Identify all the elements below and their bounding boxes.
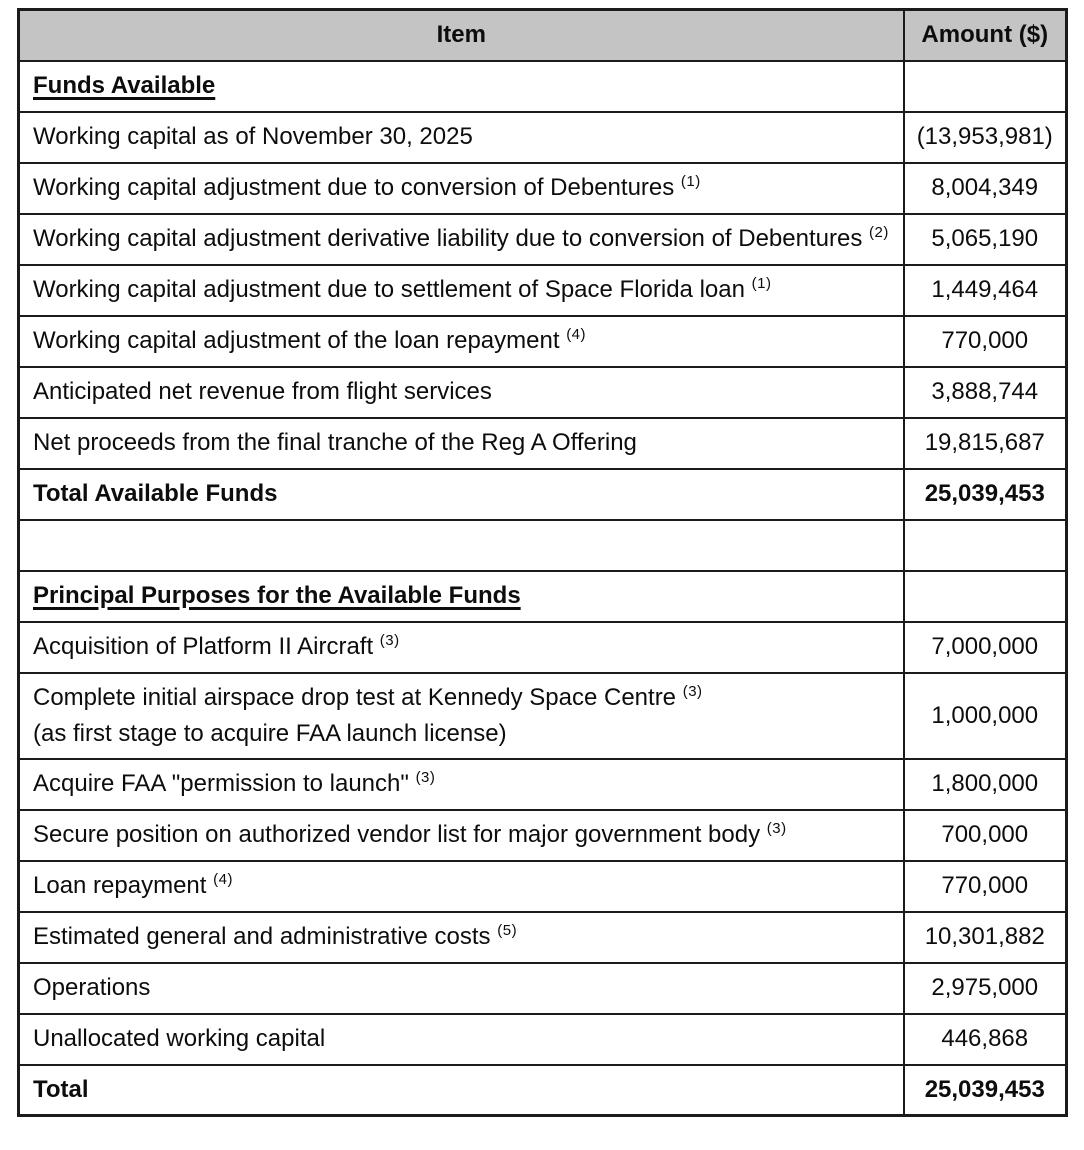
table-row-item [19,214,1067,265]
amount-cell: 10,301,882 [904,912,1067,963]
item-text: Net proceeds from the final tranche of the Reg A Offering [33,429,637,456]
amount-cell: 25,039,453 [904,1065,1067,1116]
item-cell [19,112,904,163]
item-text: Working capital adjustment due to conversion of Debentures [33,174,675,201]
item-cell [19,418,904,469]
item-column-header: Item [19,10,904,61]
table-row-item [19,163,1067,214]
amount-cell: 770,000 [904,316,1067,367]
footnote-reference: (3) [415,769,436,786]
footnote-reference: (3) [379,632,400,649]
amount-cell: 700,000 [904,810,1067,861]
item-cell [19,316,904,367]
amount-cell: 1,800,000 [904,759,1067,810]
amount-cell: 19,815,687 [904,418,1067,469]
footnote-reference: (4) [566,326,587,343]
table-row-item [19,112,1067,163]
footnote-reference: (1) [680,173,701,190]
item-cell [19,1014,904,1065]
item-cell [19,214,904,265]
table-row-item [19,912,1067,963]
table-row-item [19,1014,1067,1065]
amount-cell: 1,449,464 [904,265,1067,316]
footnote-reference: (5) [497,922,518,939]
item-cell [19,759,904,810]
amount-cell [904,61,1067,112]
amount-cell: 770,000 [904,861,1067,912]
item-text: Loan repayment [33,872,207,899]
amount-cell: 446,868 [904,1014,1067,1065]
footnote-reference: (4) [213,871,233,888]
use-of-funds-table-container [17,8,1068,1117]
item-cell [19,61,904,112]
item-text: Funds Available [33,72,216,99]
amount-column-header: Amount ($) [904,10,1067,61]
item-text: Working capital adjustment derivative liability due to conversion of Debentures [33,225,863,252]
item-text: Acquire FAA "permission to launch" [33,770,409,797]
table-row-item [19,810,1067,861]
item-cell [19,673,904,759]
table-row-item [19,759,1067,810]
table-row-item [19,418,1067,469]
item-text: Total [33,1075,89,1103]
footnote-reference: (1) [751,275,772,292]
item-text: Principal Purposes for the Available Funds [33,582,521,609]
item-text: Unallocated working capital [33,1025,326,1052]
item-text: Acquisition of Platform II Aircraft [33,633,374,660]
item-text: Complete initial airspace drop test at Kennedy Space Centre [33,683,677,711]
item-text: Working capital as of November 30, 2025 [33,123,473,150]
amount-cell [904,520,1067,571]
use-of-funds-table [17,8,1068,1117]
amount-cell: 3,888,744 [904,367,1067,418]
footnote-reference: (2) [869,224,889,241]
item-cell [19,810,904,861]
amount-cell: 7,000,000 [904,622,1067,673]
item-cell [19,622,904,673]
header-row [19,10,1067,61]
footnote-reference: (3) [766,820,787,837]
table-row-item [19,963,1067,1014]
item-text: Operations [33,974,151,1001]
amount-cell: 2,975,000 [904,963,1067,1014]
item-cell [19,367,904,418]
item-cell [19,861,904,912]
item-text: Total Available Funds [33,480,278,507]
item-text: Working capital adjustment of the loan repayment [33,327,560,354]
item-cell [19,1065,904,1116]
amount-cell [904,571,1067,622]
table-row-section [19,61,1067,112]
item-text-line2: (as first stage to acquire FAA launch license) [33,719,507,747]
table-row-total [19,1065,1067,1116]
amount-cell: (13,953,981) [904,112,1067,163]
item-text: Secure position on authorized vendor list for major government body [33,821,761,848]
table-row-item [19,316,1067,367]
item-cell [19,265,904,316]
footnote-reference: (3) [682,682,703,700]
item-cell [19,912,904,963]
item-text: Estimated general and administrative costs [33,923,491,950]
amount-cell: 1,000,000 [904,673,1067,759]
amount-cell: 25,039,453 [904,469,1067,520]
item-cell [19,520,904,571]
table-row-item [19,673,1067,759]
table-row-item [19,265,1067,316]
table-row-item [19,367,1067,418]
item-text: Anticipated net revenue from flight services [33,378,492,405]
amount-cell: 5,065,190 [904,214,1067,265]
table-row-item [19,622,1067,673]
funds-table-body [19,61,1067,1116]
table-row-item [19,861,1067,912]
table-row-total [19,469,1067,520]
item-text: Working capital adjustment due to settlement of Space Florida loan [33,276,745,303]
item-cell [19,963,904,1014]
table-row-spacer [19,520,1067,571]
item-cell [19,163,904,214]
item-cell [19,469,904,520]
table-row-section [19,571,1067,622]
item-cell [19,571,904,622]
amount-cell: 8,004,349 [904,163,1067,214]
